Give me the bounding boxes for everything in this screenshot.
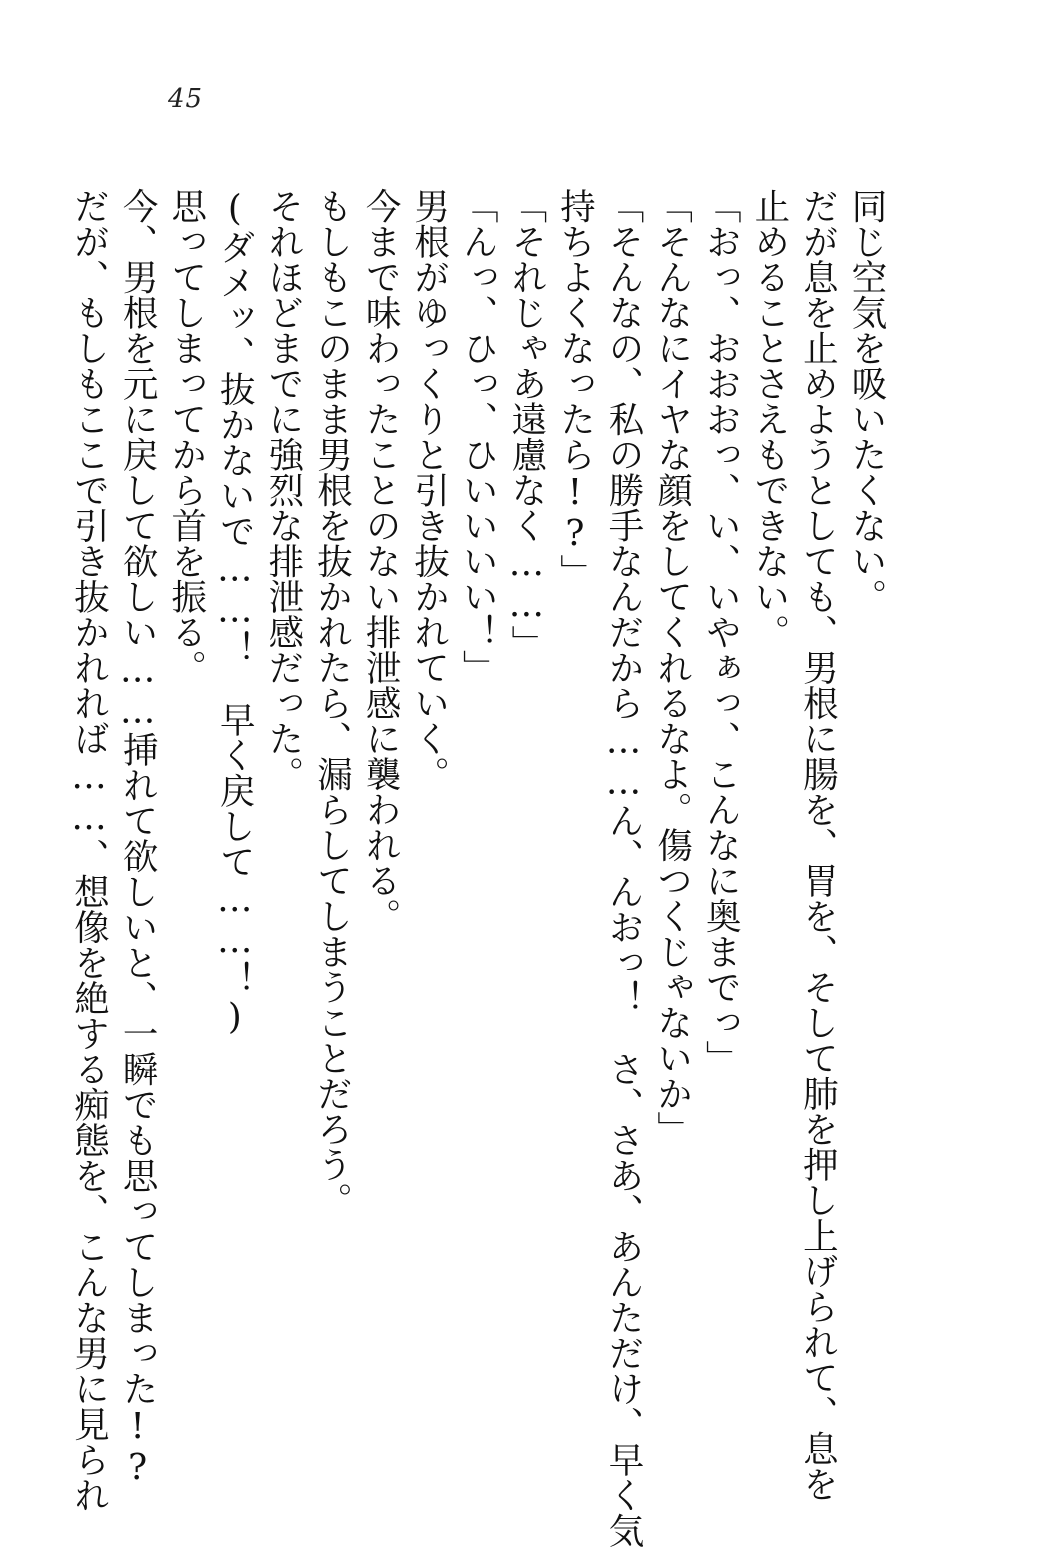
- text-line: それほどまでに強烈な排泄感だった。: [262, 188, 304, 792]
- text-line: もしもこのまま男根を抜かれたら、漏らしてしまうことだろう。: [311, 188, 353, 1218]
- text-line: だが、もしもここで引き抜かれれば……、想像を絶する痴態を、こんな男に見られ: [68, 188, 110, 1513]
- text-line: だが息を止めようとしても、男根に腸を、胃を、そして肺を押し上げられて、息を: [797, 188, 839, 1502]
- text-line: (ダメッ、抜かないで……！ 早く戻して……！): [214, 188, 256, 1038]
- text-line: 「そんなにイヤな顔をしてくれるなよ。傷つくじゃないか」: [651, 188, 693, 1147]
- vertical-text-body: [64, 188, 890, 1548]
- text-line: 同じ空気を吸いたくない。: [846, 188, 887, 614]
- page-number: 45: [168, 84, 204, 114]
- text-line: 止めることさえもできない。: [748, 188, 790, 650]
- text-line: 思ってしまってから首を振る。: [165, 188, 207, 685]
- text-line: 今まで味わったことのない排泄感に襲われる。: [360, 188, 402, 934]
- text-line: 「それじゃあ遠慮なく……」: [505, 188, 547, 661]
- text-line: 今、男根を元に戻して欲しい……挿れて欲しいと、一瞬でも思ってしまった!?: [117, 188, 159, 1488]
- text-line: 「そんなの、私の勝手なんだから……ん、んおっ！ さ、さあ、あんただけ、早く気: [603, 188, 645, 1548]
- text-line: 「おっ、おおおっ、い、いやぁっ、こんなに奥までっ」: [700, 188, 742, 1076]
- text-line: 男根がゆっくりと引き抜かれていく。: [408, 188, 450, 792]
- text-line: 「んっ、ひっ、ひいいいい！」: [457, 188, 499, 685]
- text-line: 持ちよくなったら!?」: [554, 188, 596, 590]
